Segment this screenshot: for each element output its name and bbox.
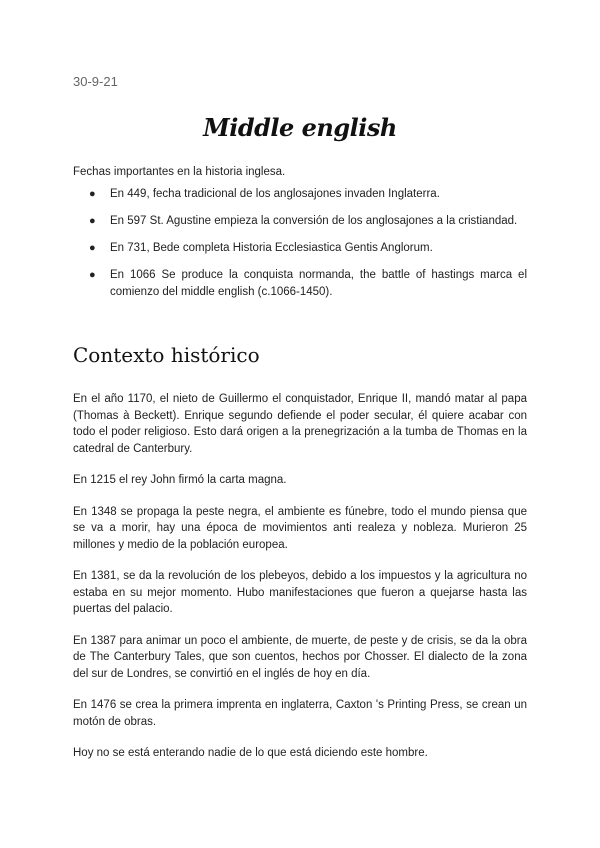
paragraph: En 1215 el rey John firmó la carta magna. (73, 474, 287, 486)
bullet-icon: ● (89, 188, 96, 200)
paragraph: En 1476 se crea la primera imprenta en inglaterra, Caxton 's Printing Press, se crean un motón de obras. (73, 699, 527, 728)
paragraph: En el año 1170, el nieto de Guillermo el conquistador, Enrique II, mandó matar al papa (Thomas à Beckett). Enrique segundo defiende el poder secular, él quiere acabar con todo el poder religioso. Esto dará origen a la prenegrización a la tumba de Thomas en la catedral de Canterbury. (73, 393, 527, 455)
paragraph: En 1387 para animar un poco el ambiente, de muerte, de peste y de crisis, se da la obra de The Canterbury Tales, que son cuentos, hechos por Chosser. El dialecto de la zona del sur de Londres, se convirtió en el inglés de hoy en día. (73, 634, 527, 680)
list-item (73, 240, 527, 257)
list-item (73, 213, 527, 230)
important-dates-list (73, 186, 527, 311)
paragraph: Hoy no se está enterando nadie de lo que está diciendo este hombre. (73, 747, 428, 759)
bullet-icon: ● (89, 269, 96, 281)
document-date: 30-9-21 (73, 74, 118, 89)
list-item (73, 186, 527, 203)
paragraph: En 1381, se da la revolución de los plebeyos, debido a los impuestos y la agricultura no estaba en su mejor momento. Hubo manifestaciones que fueron a quejarse hasta las puertas del palacio. (73, 570, 527, 615)
list-item (73, 267, 527, 301)
bullet-icon: ● (89, 242, 96, 254)
bullet-icon: ● (89, 215, 96, 227)
document-title: Middle english (203, 113, 397, 142)
list-item-text: En 731, Bede completa Historia Ecclesiastica Gentis Anglorum. (110, 242, 433, 254)
list-item-text: En 449, fecha tradicional de los anglosajones invaden Inglaterra. (110, 188, 440, 200)
paragraph: En 1348 se propaga la peste negra, el ambiente es fúnebre, todo el mundo piensa que se va a morir, hay una época de movimientos anti realeza y nobleza. Murieron 25 millones y medio de la población europea. (73, 505, 527, 551)
list-item-text: En 1066 Se produce la conquista normanda, the battle of hastings marca el comienzo del middle english (c.1066-1450). (110, 269, 527, 298)
section-body (73, 391, 527, 777)
section-heading: Contexto histórico (73, 343, 260, 367)
list-item-text: En 597 St. Agustine empieza la conversión de los anglosajones a la cristiandad. (110, 215, 518, 227)
intro-text: Fechas importantes en la historia inglesa. (73, 166, 286, 178)
